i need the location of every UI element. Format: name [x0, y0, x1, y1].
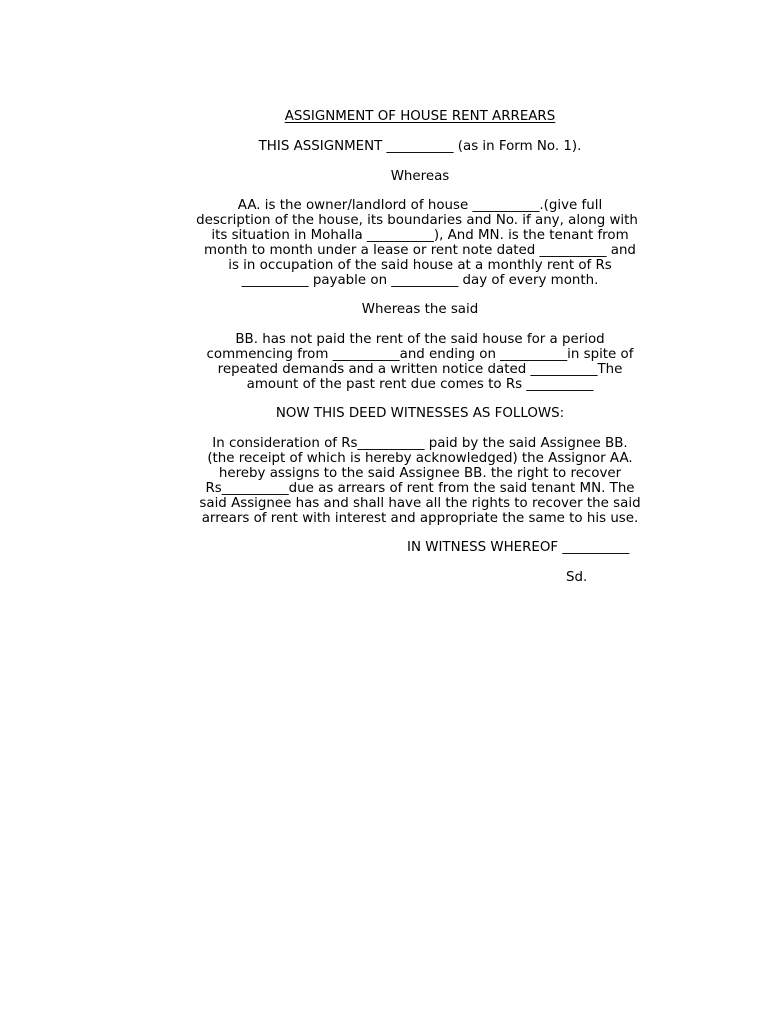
paragraph-line: In consideration of Rs__________ paid by the said Assignee BB. [212, 436, 628, 451]
whereas-heading-1: Whereas [390, 169, 450, 184]
whereas-heading-2: Whereas the said [361, 302, 479, 317]
paragraph-line: repeated demands and a written notice dated __________The [217, 362, 623, 377]
paragraph-line: is in occupation of the said house at a monthly rent of Rs [228, 258, 612, 273]
paragraph-line: month to month under a lease or rent note dated __________ and [204, 243, 636, 258]
paragraph-line: Rs__________due as arrears of rent from the said tenant MN. The [205, 481, 635, 496]
paragraph-line: (the receipt of which is hereby acknowledged) the Assignor AA. [207, 451, 633, 466]
paragraph-line: said Assignee has and shall have all the rights to recover the said [199, 496, 641, 511]
in-witness-line: IN WITNESS WHEREOF __________ [407, 540, 630, 555]
paragraph-line: arrears of rent with interest and appropriate the same to his use. [201, 511, 639, 526]
paragraph-line: its situation in Mohalla __________), And MN. is the tenant from [211, 228, 629, 243]
paragraph-line: hereby assigns to the said Assignee BB. the right to recover [218, 466, 622, 481]
paragraph-line: BB. has not paid the rent of the said house for a period [235, 332, 605, 347]
paragraph-line: amount of the past rent due comes to Rs __________ [246, 377, 594, 392]
paragraph-line: description of the house, its boundaries and No. if any, along with [196, 213, 638, 228]
signature: Sd. [566, 570, 588, 585]
paragraph-line: commencing from __________and ending on __________in spite of [206, 347, 634, 362]
paragraph-line: __________ payable on __________ day of every month. [241, 273, 599, 288]
document-title: ASSIGNMENT OF HOUSE RENT ARREARS [284, 109, 556, 124]
assignment-intro: THIS ASSIGNMENT __________ (as in Form No. 1). [258, 139, 582, 154]
paragraph-line: AA. is the owner/landlord of house __________.(give full [237, 198, 603, 213]
witnesses-heading: NOW THIS DEED WITNESSES AS FOLLOWS: [275, 406, 565, 421]
